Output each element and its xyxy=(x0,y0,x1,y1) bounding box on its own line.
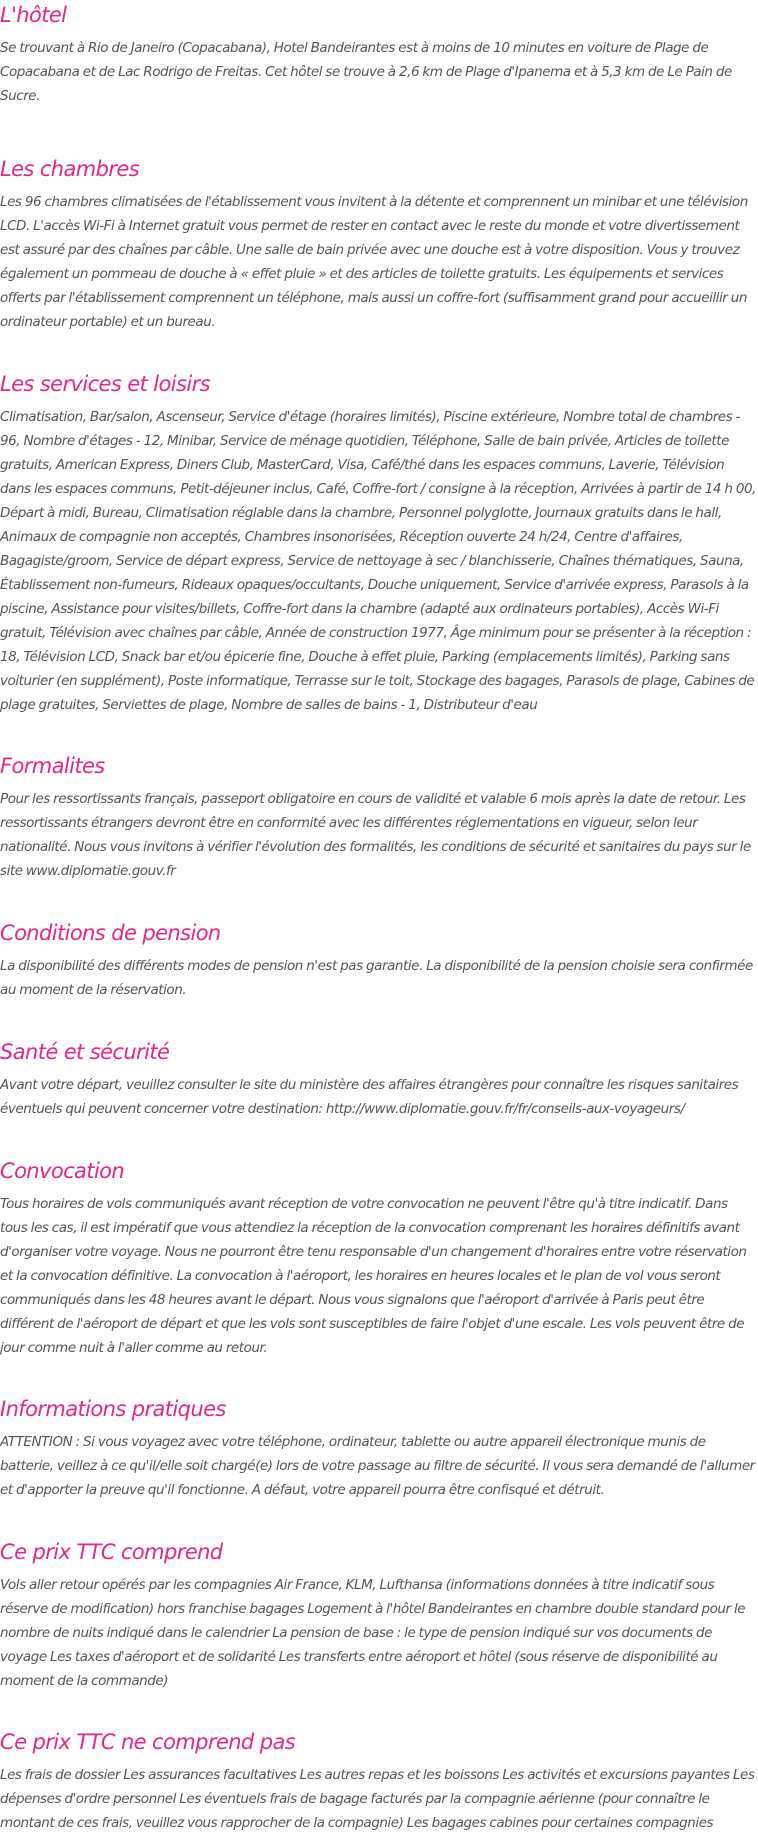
section-body-hotel: Se trouvant à Rio de Janeiro (Copacabana), Hotel Bandeirantes est à moins de 10 minutes en voiture de Plage de Copacabana et de Lac Rodrigo de Freitas. Cet hôtel se trouve à 2,6 km de Plage d'Ipanema et à 5,3 km de Le Pain de Sucre. xyxy=(0,40,732,104)
section-hotel xyxy=(0,0,758,154)
section-title-pension: Conditions de pension xyxy=(0,921,221,945)
section-pension xyxy=(0,918,758,1037)
section-services xyxy=(0,369,758,751)
section-title-sante: Santé et sécurité xyxy=(0,1040,170,1064)
section-title-formalites: Formalites xyxy=(0,754,105,778)
section-convocation xyxy=(0,1156,758,1394)
section-title-chambres: Les chambres xyxy=(0,157,140,181)
section-body-comprend: Vols aller retour opérés par les compagnies Air France, KLM, Lufthansa (informations données à titre indicatif sous réserve de modification) hors franchise bagages Logement à l'hôtel Bandeirantes en chambre double standard pour le nombre de nuits indiqué dans le calendrier La pension de base : le type de pension indiqué sur vos documents de voyage Les taxes d'aéroport et de solidarité Les transferts entre aéroport et hôtel (sous réserve de disponibilité au moment de la commande) xyxy=(0,1577,746,1689)
section-body-sante: Avant votre départ, veuillez consulter le site du ministère des affaires étrangères pour connaître les risques sanitaires éventuels qui peuvent concerner votre destination: http://www.diplomatie.gouv.fr/fr/conseils-aux-voyageurs/ xyxy=(0,1077,739,1117)
section-title-ne-comprend: Ce prix TTC ne comprend pas xyxy=(0,1730,296,1754)
section-title-services: Les services et loisirs xyxy=(0,372,210,396)
section-body-infos: ATTENTION : Si vous voyagez avec votre téléphone, ordinateur, tablette ou autre appareil électronique munis de batterie, veillez à ce qu'il/elle soit chargé(e) lors de votre passage au filtre de sécurité. Il vous sera demandé de l'allumer et d'apporter la preuve qu'il fonctionne. A défaut, votre appareil pourra être confisqué et détruit. xyxy=(0,1434,755,1498)
section-body-convocation: Tous horaires de vols communiqués avant réception de votre convocation ne peuvent l'être qu'à titre indicatif. Dans tous les cas, il est impératif que vous attendiez la réception de la convocation comprenant les horaires définitifs avant d'organiser votre voyage. Nous ne pourront être tenu responsable d'un changement d'horaires entre votre réservation et la convocation définitive. La convocation à l'aéroport, les horaires en heures locales et le plan de vol vous seront communiqués dans les 48 heures avant le départ. Nous vous signalons que l'aéroport d'arrivée à Paris peut être différent de l'aéroport de départ et que les vols sont susceptibles de faire l'objet d'une escale. Les vols peuvent être de jour comme nuit à l'aller comme au retour. xyxy=(0,1196,747,1356)
section-ne-comprend xyxy=(0,1727,758,1829)
section-body-pension: La disponibilité des différents modes de pension n'est pas garantie. La disponibilité de la pension choisie sera confirmée au moment de la réservation. xyxy=(0,958,753,998)
section-formalites xyxy=(0,751,758,918)
section-title-infos: Informations pratiques xyxy=(0,1397,226,1421)
section-title-hotel: L'hôtel xyxy=(0,3,67,27)
section-sante xyxy=(0,1037,758,1156)
section-body-ne-comprend: Les frais de dossier Les assurances facultatives Les autres repas et les boissons Les activités et excursions payantes Les dépenses d'ordre personnel Les éventuels frais de bagage facturés par la compagnie aérienne (pour connaître le montant de ces frais, veuillez vous rapprocher de la compagnie) Les bagages cabines pour certaines compagnies xyxy=(0,1767,755,1831)
section-body-services: Climatisation, Bar/salon, Ascenseur, Service d'étage (horaires limités), Piscine extérieure, Nombre total de chambres - 96, Nombre d'étages - 12, Minibar, Service de ménage quotidien, Téléphone, Salle de bain privée, Articles de toilette gratuits, American Express, Diners Club, MasterCard, Visa, Café/thé dans les espaces communs, Laverie, Télévision dans les espaces communs, Petit-déjeuner inclus, Café, Coffre-fort / consigne à la réception, Arrivées à partir de 14 h 00, Départ à midi, Bureau, Climatisation réglable dans la chambre, Personnel polyglotte, Journaux gratuits dans le hall, Animaux de compagnie non acceptés, Chambres insonorisées, Réception ouverte 24 h/24, Centre d'affaires, Bagagiste/groom, Service de départ express, Service de nettoyage à sec / blanchisserie, Chaînes thématiques, Sauna, Établissement non-fumeurs, Rideaux opaques/occultants, Douche uniquement, Service d'arrivée express, Parasols à la piscine, Assistance pour visites/billets, Coffre-fort dans la chambre (adapté aux ordinateurs portables), Accès Wi-Fi gratuit, Télévision avec chaînes par câble, Année de construction 1977, Âge minimum pour se présenter à la réception : 18, Télévision LCD, Snack bar et/ou épicerie fine, Douche à effet pluie, Parking (emplacements limités), Parking sans voiturier (en supplément), Poste informatique, Terrasse sur le toit, Stockage des bagages, Parasols de plage, Cabines de plage gratuites, Serviettes de plage, Nombre de salles de bains - 1, Distributeur d'eau xyxy=(0,409,756,713)
section-chambres xyxy=(0,154,758,369)
section-infos xyxy=(0,1394,758,1537)
section-title-convocation: Convocation xyxy=(0,1159,125,1183)
section-title-comprend: Ce prix TTC comprend xyxy=(0,1540,223,1564)
section-body-chambres: Les 96 chambres climatisées de l'établissement vous invitent à la détente et comprennent un minibar et une télévision LCD. L'accès Wi-Fi à Internet gratuit vous permet de rester en contact avec le reste du monde et votre divertissement est assuré par des chaînes par câble. Une salle de bain privée avec une douche est à votre disposition. Vous y trouvez également un pommeau de douche à « effet pluie » et des articles de toilette gratuits. Les équipements et services offerts par l'établissement comprennent un téléphone, mais aussi un coffre-fort (suffisamment grand pour accueillir un ordinateur portable) et un bureau. xyxy=(0,194,748,330)
section-comprend xyxy=(0,1537,758,1727)
section-body-formalites: Pour les ressortissants français, passeport obligatoire en cours de validité et valable 6 mois après la date de retour. Les ressortissants étrangers devront être en conformité avec les différentes réglementations en vigueur, selon leur nationalité. Nous vous invitons à vérifier l'évolution des formalités, les conditions de sécurité et sanitaires du pays sur le site www.diplomatie.gouv.fr xyxy=(0,791,751,879)
